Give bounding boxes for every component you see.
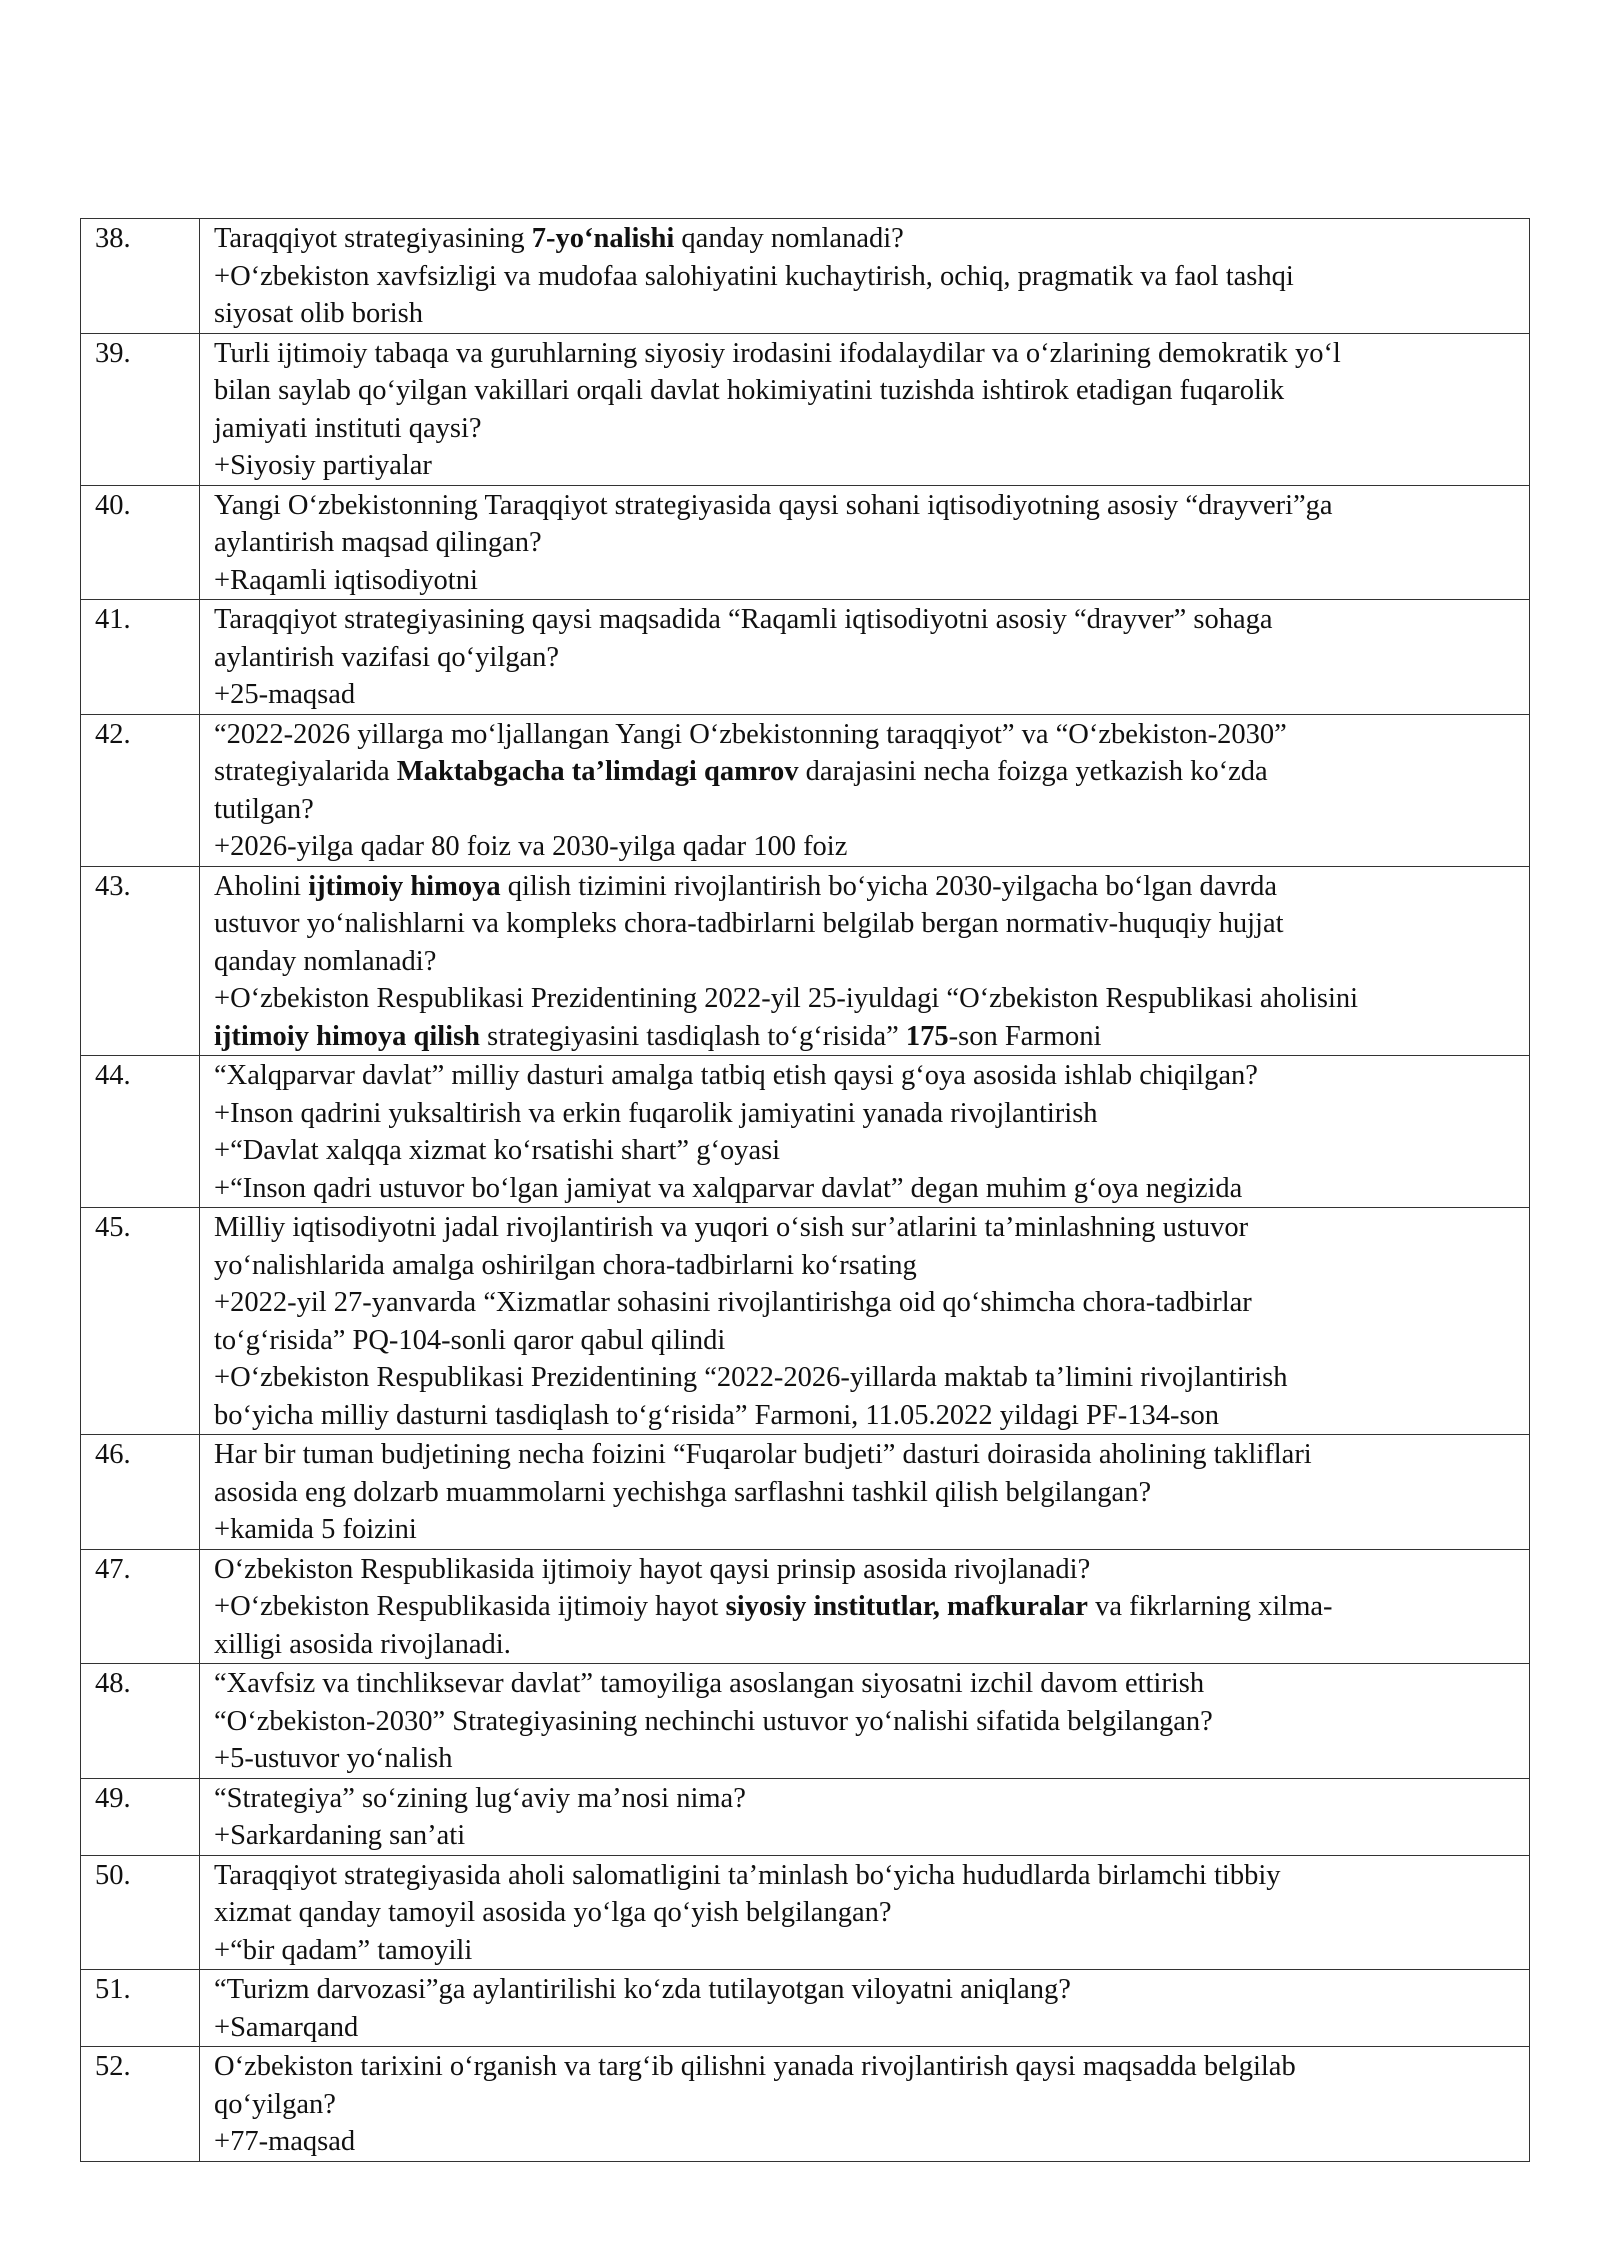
text-line	[214, 1932, 1523, 1970]
question-text	[200, 1778, 1530, 1855]
text-segment: +Raqamli iqtisodiyotni	[214, 564, 478, 596]
question-text	[200, 1435, 1530, 1550]
text-line	[214, 753, 1523, 791]
question-text	[200, 485, 1530, 600]
text-segment: ustuvor yo‘nalishlarni va kompleks chora-tadbirlarni belgilab bergan normativ-huquqiy hujjat	[214, 908, 1284, 939]
question-text	[200, 1970, 1530, 2047]
question-number: 48.	[81, 1664, 200, 1779]
text-segment: +25-maqsad	[214, 679, 356, 710]
text-segment: strategiyalarida	[214, 756, 397, 787]
question-text	[200, 1208, 1530, 1435]
text-segment: +“bir qadam” tamoyili	[214, 1934, 473, 1966]
question-text	[200, 219, 1530, 334]
question-row	[81, 1208, 1530, 1435]
text-segment: +kamida 5 foizini	[214, 1514, 417, 1545]
question-row	[81, 1664, 1530, 1779]
text-segment: qo‘yilgan?	[214, 2088, 336, 2120]
question-number: 50.	[81, 1855, 200, 1970]
text-line	[214, 828, 1523, 866]
text-line	[214, 1588, 1523, 1626]
text-line	[214, 1474, 1523, 1512]
text-line	[214, 372, 1523, 410]
text-segment: jamiyati instituti qaysi?	[214, 412, 482, 444]
text-segment: -son Farmoni	[948, 1020, 1102, 1052]
text-segment: aylantirish maqsad qilingan?	[214, 527, 542, 558]
text-segment: siyosat olib borish	[214, 298, 424, 329]
text-segment: +Siyosiy partiyalar	[214, 450, 432, 481]
question-row	[81, 1970, 1530, 2047]
text-segment: Har bir tuman budjetining necha foizini “Fuqarolar budjeti” dasturi doirasida aholining takliflari	[214, 1439, 1312, 1470]
text-segment: +O‘zbekiston Respublikasi Prezidentining “2022-2026-yillarda maktab ta’limini rivojlantirish	[214, 1362, 1288, 1393]
question-row	[81, 2047, 1530, 2162]
question-row	[81, 1855, 1530, 1970]
question-number: 46.	[81, 1435, 200, 1550]
text-line	[214, 1740, 1523, 1778]
question-text	[200, 1549, 1530, 1664]
text-segment: Turli ijtimoiy tabaqa va guruhlarning siyosiy irodasini ifodalaydilar va o‘zlarining demokratik yo‘l	[214, 337, 1341, 369]
text-line	[214, 2048, 1523, 2086]
question-number: 38.	[81, 219, 200, 334]
text-line	[214, 258, 1523, 296]
question-row	[81, 1056, 1530, 1208]
text-segment: aylantirish vazifasi qo‘yilgan?	[214, 641, 560, 673]
text-segment: O‘zbekiston Respublikasida ijtimoiy hayot qaysi prinsip asosida rivojlanadi?	[214, 1553, 1091, 1585]
text-segment: “O‘zbekiston-2030” Strategiyasining nechinchi ustuvor yo‘nalishi sifatida belgilangan?	[214, 1705, 1213, 1737]
text-line	[214, 1857, 1523, 1895]
text-line	[214, 2009, 1523, 2047]
text-segment: qanday nomlanadi?	[674, 223, 904, 254]
text-line	[214, 1057, 1523, 1095]
text-line	[214, 601, 1523, 639]
text-line	[214, 1817, 1523, 1855]
text-line	[214, 1170, 1523, 1208]
text-line	[214, 905, 1523, 943]
bold-text: ijtimoiy himoya	[308, 870, 501, 902]
text-segment: asosida eng dolzarb muammolarni yechishga sarflashni tashkil qilish belgilangan?	[214, 1476, 1152, 1508]
text-line	[214, 1322, 1523, 1360]
text-segment: xilligi asosida rivojlanadi.	[214, 1628, 511, 1660]
question-row	[81, 485, 1530, 600]
text-line	[214, 1359, 1523, 1397]
text-line	[214, 1894, 1523, 1932]
text-line	[214, 639, 1523, 677]
question-row	[81, 1549, 1530, 1664]
text-line	[214, 676, 1523, 714]
text-line	[214, 447, 1523, 485]
question-row	[81, 600, 1530, 715]
question-row	[81, 714, 1530, 866]
question-number: 52.	[81, 2047, 200, 2162]
questions-table	[80, 218, 1530, 2162]
text-line	[214, 2123, 1523, 2161]
question-number: 44.	[81, 1056, 200, 1208]
text-line	[214, 791, 1523, 829]
text-segment: +O‘zbekiston Respublikasida ijtimoiy hayot	[214, 1591, 726, 1622]
text-segment: bo‘yicha milliy dasturni tasdiqlash to‘g‘risida” Farmoni, 11.05.2022 yildagi PF-134-son	[214, 1399, 1220, 1431]
question-number: 45.	[81, 1208, 200, 1435]
question-text	[200, 714, 1530, 866]
question-row	[81, 866, 1530, 1056]
question-text	[200, 333, 1530, 485]
text-segment: strategiyasini tasdiqlash to‘g‘risida”	[480, 1020, 906, 1052]
text-segment: “Xalqparvar davlat” milliy dasturi amalga tatbiq etish qaysi g‘oya asosida ishlab chiqilgan?	[214, 1060, 1258, 1091]
text-segment: +Inson qadrini yuksaltirish va erkin fuqarolik jamiyatini yanada rivojlantirish	[214, 1097, 1098, 1129]
text-line	[214, 1551, 1523, 1589]
text-line	[214, 295, 1523, 333]
bold-text: siyosiy institutlar, mafkuralar	[725, 1591, 1088, 1622]
text-segment: “Strategiya” so‘zining lug‘aviy ma’nosi nima?	[214, 1782, 746, 1814]
text-segment: +O‘zbekiston xavfsizligi va mudofaa salohiyatini kuchaytirish, ochiq, pragmatik va faol tashqi	[214, 260, 1294, 292]
text-line	[214, 1247, 1523, 1285]
text-segment: darajasini necha foizga yetkazish ko‘zda	[798, 756, 1268, 787]
question-text	[200, 866, 1530, 1056]
text-segment: +“Davlat xalqqa xizmat ko‘rsatishi shart” g‘oyasi	[214, 1135, 781, 1166]
text-segment: Taraqqiyot strategiyasining	[214, 223, 532, 254]
text-segment: Taraqqiyot strategiyasida aholi salomatligini ta’minlash bo‘yicha hududlarda birlamchi tibbiy	[214, 1859, 1281, 1891]
question-text	[200, 600, 1530, 715]
text-segment: Aholini	[214, 870, 309, 902]
text-segment: Yangi O‘zbekistonning Taraqqiyot strategiyasida qaysi sohani iqtisodiyotning asosiy “drayveri”ga	[214, 489, 1333, 521]
question-number: 41.	[81, 600, 200, 715]
question-number: 40.	[81, 485, 200, 600]
text-line	[214, 562, 1523, 600]
question-row	[81, 1778, 1530, 1855]
question-text	[200, 1855, 1530, 1970]
text-segment: +O‘zbekiston Respublikasi Prezidentining 2022-yil 25-iyuldagi “O‘zbekiston Respublikasi aholisini	[214, 983, 1359, 1014]
text-line	[214, 1018, 1523, 1056]
text-segment: tutilgan?	[214, 793, 314, 825]
text-segment: Taraqqiyot strategiyasining qaysi maqsadida “Raqamli iqtisodiyotni asosiy “drayver” sohaga	[214, 604, 1273, 635]
text-segment: to‘g‘risida” PQ-104-sonli qaror qabul qilindi	[214, 1324, 726, 1356]
text-line	[214, 868, 1523, 906]
text-segment: +Samarqand	[214, 2011, 359, 2043]
text-line	[214, 1703, 1523, 1741]
question-row	[81, 219, 1530, 334]
question-text	[200, 1664, 1530, 1779]
text-line	[214, 980, 1523, 1018]
bold-text: Maktabgacha ta’limdagi qamrov	[396, 756, 799, 787]
text-segment: “Turizm darvozasi”ga aylantirilishi ko‘zda tutilayotgan viloyatni aniqlang?	[214, 1974, 1071, 2005]
question-row	[81, 333, 1530, 485]
text-line	[214, 220, 1523, 258]
text-segment: yo‘nalishlarida amalga oshirilgan chora-tadbirlarni ko‘rsating	[214, 1249, 917, 1281]
question-number: 39.	[81, 333, 200, 485]
text-line	[214, 1209, 1523, 1247]
text-segment: qanday nomlanadi?	[214, 945, 437, 977]
text-segment: “Xavfsiz va tinchliksevar davlat” tamoyiliga asoslangan siyosatni izchil davom ettirish	[214, 1668, 1205, 1699]
text-segment: +5-ustuvor yo‘nalish	[214, 1743, 453, 1774]
text-segment: +“Inson qadri ustuvor bo‘lgan jamiyat va xalqparvar davlat” degan muhim g‘oya negizida	[214, 1172, 1243, 1204]
bold-text: ijtimoiy himoya qilish	[214, 1020, 481, 1052]
text-line	[214, 1132, 1523, 1170]
text-line	[214, 410, 1523, 448]
text-line	[214, 335, 1523, 373]
text-line	[214, 487, 1523, 525]
text-segment: +77-maqsad	[214, 2126, 356, 2157]
text-line	[214, 1665, 1523, 1703]
text-line	[214, 1971, 1523, 2009]
question-text	[200, 2047, 1530, 2162]
question-number: 42.	[81, 714, 200, 866]
text-line	[214, 716, 1523, 754]
text-segment: +2026-yilga qadar 80 foiz va 2030-yilga qadar 100 foiz	[214, 831, 848, 862]
questions-table-body	[81, 219, 1530, 2162]
question-number: 47.	[81, 1549, 200, 1664]
question-row	[81, 1435, 1530, 1550]
text-line	[214, 1511, 1523, 1549]
text-line	[214, 2086, 1523, 2124]
question-text	[200, 1056, 1530, 1208]
question-number: 49.	[81, 1778, 200, 1855]
text-line	[214, 1626, 1523, 1664]
text-line	[214, 943, 1523, 981]
text-segment: xizmat qanday tamoyil asosida yo‘lga qo‘yish belgilangan?	[214, 1897, 892, 1928]
text-line	[214, 1436, 1523, 1474]
text-segment: va fikrlarning xilma-	[1087, 1591, 1333, 1622]
text-segment: +Sarkardaning san’ati	[214, 1820, 466, 1851]
text-line	[214, 1780, 1523, 1818]
text-segment: “2022-2026 yillarga mo‘ljallangan Yangi O‘zbekistonning taraqqiyot” va “O‘zbekiston-2030”	[214, 718, 1287, 750]
text-segment: Milliy iqtisodiyotni jadal rivojlantirish va yuqori o‘sish sur’atlarini ta’minlashning ustuvor	[214, 1212, 1249, 1243]
text-line	[214, 1284, 1523, 1322]
text-segment: O‘zbekiston tarixini o‘rganish va targ‘ib qilishni yanada rivojlantirish qaysi maqsadda belgilab	[214, 2051, 1296, 2082]
text-segment: bilan saylab qo‘yilgan vakillari orqali davlat hokimiyatini tuzishda ishtirok etadigan fuqarolik	[214, 375, 1285, 406]
bold-text: 175	[905, 1020, 949, 1052]
question-number: 51.	[81, 1970, 200, 2047]
text-line	[214, 1397, 1523, 1435]
question-number: 43.	[81, 866, 200, 1056]
text-segment: +2022-yil 27-yanvarda “Xizmatlar sohasini rivojlantirishga oid qo‘shimcha chora-tadbirlar	[214, 1287, 1252, 1318]
text-line	[214, 524, 1523, 562]
bold-text: 7-yo‘nalishi	[531, 223, 675, 254]
text-segment: qilish tizimini rivojlantirish bo‘yicha 2030-yilgacha bo‘lgan davrda	[500, 870, 1278, 902]
text-line	[214, 1095, 1523, 1133]
